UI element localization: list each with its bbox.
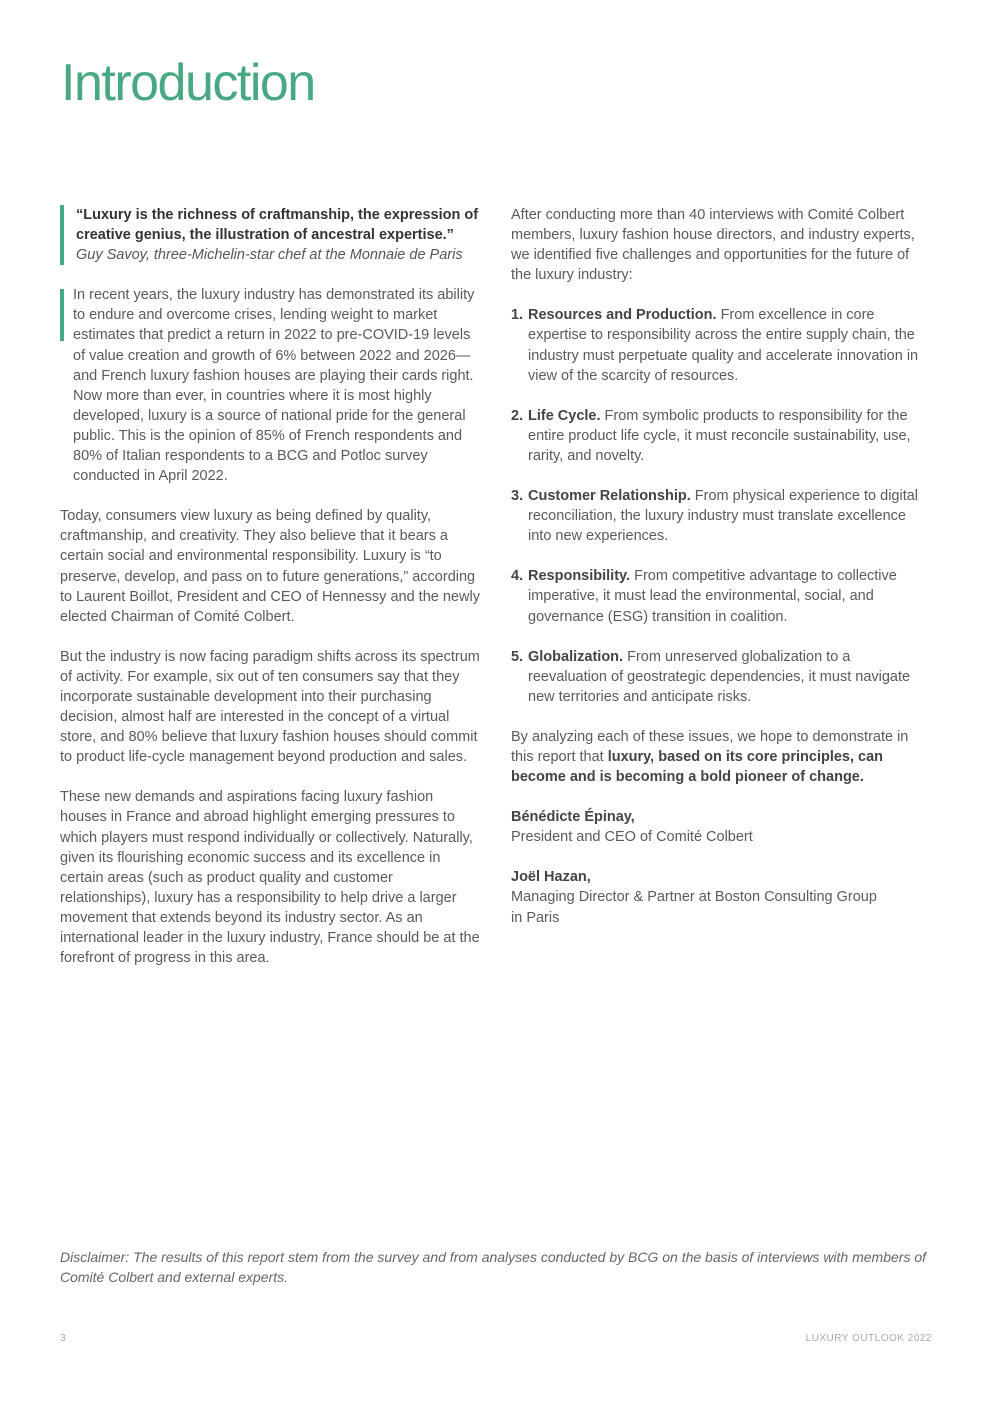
list-item-number: 2.: [511, 407, 524, 424]
list-item-text: From unreserved globalization to a reevaluation of geostrategic dependencies, it must navigate new territories and anticipate risks.: [528, 648, 911, 705]
list-item: [511, 486, 933, 546]
pull-quote: [60, 205, 482, 265]
closing-emphasis: luxury, based on its core principles, can become and is becoming a bold pioneer of change.: [511, 748, 884, 786]
signature-role: President and CEO of Comité Colbert: [511, 829, 753, 846]
list-item-text: From physical experience to digital reconciliation, the luxury industry must translate excellence into new experiences.: [528, 488, 919, 545]
list-item-title: Globalization.: [528, 648, 624, 665]
left-column: [60, 205, 482, 968]
paragraph-consumers: Today, consumers view luxury as being defined by quality, craftmanship, and creativity. They also believe that it bears a certain social and environmental responsibility. Luxury is “to preserve, develop, and pass on to future generations,” according to Laurent Boillot, President and CEO of Hennessy and the newly elected Chairman of Comité Colbert.: [60, 508, 480, 625]
list-item-number: 3.: [511, 488, 524, 505]
list-item-number: 5.: [511, 648, 524, 665]
signature-role: Managing Director & Partner at Boston Consulting Group in Paris: [511, 889, 877, 926]
page-number: 3: [60, 1333, 66, 1344]
list-item: [511, 305, 933, 385]
list-item: [511, 566, 933, 626]
list-item-title: Responsibility.: [528, 568, 631, 585]
list-item-title: Customer Relationship.: [528, 488, 691, 505]
list-item: [511, 406, 933, 466]
list-item: [511, 647, 933, 707]
page-title: Introduction: [61, 54, 315, 112]
drop-cap-bar: [60, 289, 64, 341]
signature-name: Joël Hazan,: [511, 869, 591, 886]
list-item-text: From excellence in core expertise to responsibility across the entire supply chain, the industry must perpetuate quality and accelerate innovation in view of the scarcity of resources.: [528, 307, 919, 384]
lead-text: n recent years, the luxury industry has demonstrated its ability to endure and overcome crises, lending weight to market estimates that predict a return in 2022 to pre-COVID-19 levels of value creation and growth of 6% between 2022 and 2026—and French luxury fashion houses are playing their cards right. Now more than ever, in countries where it is most highly developed, luxury is a source of national pride for the general public. This is the opinion of 85% of French respondents and 80% of Italian respondents to a BCG and Potloc survey conducted in April 2022.: [73, 287, 475, 485]
lead-paragraph: [60, 285, 482, 486]
quote-text: “Luxury is the richness of craftmanship, the expression of creative genius, the illustration of ancestral expertise.”: [76, 207, 479, 244]
signature-block: [511, 807, 933, 847]
signature-name: Bénédicte Épinay,: [511, 809, 635, 826]
list-item-text: From symbolic products to responsibility for the entire product life cycle, it must reconcile sustainability, use, rarity, and novelty.: [528, 407, 911, 464]
right-column: [511, 205, 933, 928]
list-item-number: 1.: [511, 307, 524, 324]
list-item-number: 4.: [511, 568, 524, 585]
quote-attribution: Guy Savoy, three-Michelin-star chef at the Monnaie de Paris: [76, 247, 463, 264]
list-item-title: Resources and Production.: [528, 307, 717, 324]
closing-paragraph: [511, 727, 933, 787]
paragraph-paradigm-shifts: But the industry is now facing paradigm shifts across its spectrum of activity. For example, six out of ten consumers say that they incorporate sustainable development into their purchasing decision, almost half are interested in the concept of a virtual store, and 80% believe that luxury fashion houses should commit to product life-cycle management beyond production and sales.: [60, 648, 480, 766]
disclaimer: Disclaimer: The results of this report stem from the survey and from analyses conducted by BCG on the basis of interviews with members of Comité Colbert and external experts.: [60, 1249, 927, 1285]
closing-text: By analyzing each of these issues, we hope to demonstrate in this report that: [511, 728, 909, 765]
challenges-list: [511, 305, 933, 707]
list-item-title: Life Cycle.: [528, 407, 601, 424]
lead-initial: I: [73, 287, 78, 304]
challenges-intro: After conducting more than 40 interviews with Comité Colbert members, luxury fashion house directors, and industry experts, we identified five challenges and opportunities for the future of the luxury industry:: [511, 207, 915, 284]
list-item-text: From competitive advantage to collective imperative, it must lead the environmental, social, and governance (ESG) transition in coalition.: [528, 568, 897, 625]
publication-title: LUXURY OUTLOOK 2022: [805, 1333, 932, 1344]
signature-block: [511, 867, 933, 927]
paragraph-new-demands: These new demands and aspirations facing luxury fashion houses in France and abroad highlight emerging pressures to which players must respond individually or collectively. Naturally, given its flourishing economic success and its excellence in certain areas (such as product quality and customer relationships), luxury has a responsibility to help drive a larger movement that extends beyond its industry sector. As an international leader in the luxury industry, France should be at the forefront of progress in this area.: [60, 789, 480, 967]
